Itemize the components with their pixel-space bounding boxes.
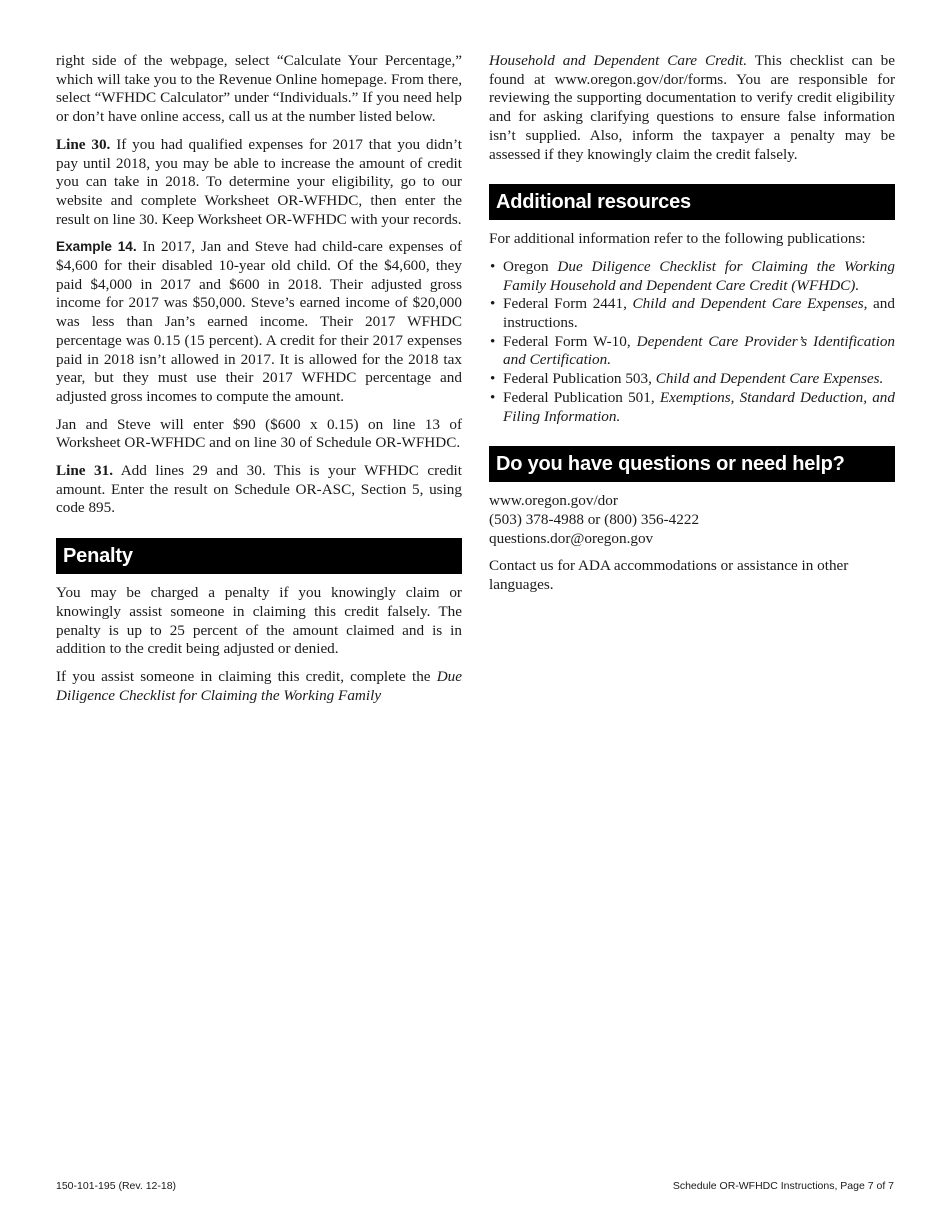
bullet-icon: • xyxy=(490,257,496,275)
resource-plain: Federal Publication 501, xyxy=(503,388,660,406)
questions-help-heading: Do you have questions or need help? xyxy=(489,446,895,482)
resource-plain: Federal Form 2441, xyxy=(503,295,633,313)
resource-title: Child and Dependent Care Expenses. xyxy=(655,370,884,388)
resource-plain: Federal Publication 503, xyxy=(503,370,656,388)
line-31-text: Add lines 29 and 30. This is your WFHDC credit amount. Enter the result on Schedule OR-ASC, Section 5, using code 895. xyxy=(56,462,462,517)
paragraph-jan-steve: Jan and Steve will enter $90 ($600 x 0.15) on line 13 of Worksheet OR-WFHDC and on line 30 of Schedule OR-WFHDC. xyxy=(56,415,462,452)
example-14-text: In 2017, Jan and Steve had child-care expenses of $4,600 for their disabled 10-year old child. Of the $4,600, they paid $4,000 in 2017 and $600 in 2018. Their adjusted gross income for 2017 was $50,000. Steve’s earned income of $20,000 was less than Jan’s earned income. Their 2017 WFHDC percentage was 0.15 (15 percent). A credit for their 2017 expenses paid in 2018 isn’t allowed in 2017. It is allowed for the 2018 tax year, but they must use their 2017 WFHDC percentage and adjusted gross incomes to compute the amount. xyxy=(56,238,462,405)
website-link[interactable]: www.oregon.gov/dor xyxy=(489,492,618,510)
example-14-label: Example 14. xyxy=(56,239,137,255)
resource-after: and instructions. xyxy=(503,295,895,332)
due-diligence-title: Due Diligence Checklist for Claiming the Working Family xyxy=(56,667,462,704)
resource-plain: Federal Form W-10, xyxy=(503,332,637,350)
penalty-heading: Penalty xyxy=(56,538,462,574)
bullet-icon: • xyxy=(490,295,496,313)
resource-title: Exemptions, Standard Deduction, and Filing Information. xyxy=(503,388,895,425)
additional-resources-heading: Additional resources xyxy=(489,184,895,220)
list-item xyxy=(489,389,895,426)
checklist-title-continued: Household and Dependent Care Credit. xyxy=(489,52,748,69)
email-link[interactable]: questions.dor@oregon.gov xyxy=(489,529,654,547)
paragraph-example-14 xyxy=(56,238,462,406)
left-column xyxy=(56,52,462,714)
resource-title: Child and Dependent Care Expenses, xyxy=(632,295,868,313)
paragraph-penalty: You may be charged a penalty if you knowingly claim or knowingly assist someone in claiming this credit falsely. The penalty is up to 25 percent of the amount claimed and is in addition to the credit being adjusted or denied. xyxy=(56,584,462,658)
page-label: Schedule OR-WFHDC Instructions, Page 7 of 7 xyxy=(672,1180,894,1192)
bullet-icon: • xyxy=(490,370,496,388)
list-item xyxy=(489,370,895,389)
resources-intro: For additional information refer to the following publications: xyxy=(489,230,866,248)
list-item xyxy=(489,258,895,295)
phone-numbers: (503) 378-4988 or (800) 356-4222 xyxy=(489,510,700,528)
resources-list xyxy=(489,258,895,426)
right-column xyxy=(489,52,895,604)
bullet-icon: • xyxy=(490,332,496,350)
checklist-text: This checklist can be found at www.oregon.gov/dor/forms. You are responsible for reviewing the supporting documentation to verify credit eligibility and for asking clarifying questions to ensure false information isn’t supplied. Also, inform the taxpayer a penalty may be assessed if they knowingly claim the credit falsely. xyxy=(489,52,895,163)
paragraph-line-31 xyxy=(56,462,462,518)
paragraph-due-diligence xyxy=(56,668,462,705)
paragraph-calculator: right side of the webpage, select “Calculate Your Percentage,” which will take you to the Revenue Online homepage. From there, select “WFHDC Calculator” under “Individuals.” If you need help or don’t have online access, call us at the number listed below. xyxy=(56,52,462,126)
line-30-text: If you had qualified expenses for 2017 that you didn’t pay until 2018, you may be able to increase the amount of credit you can take in 2018. To determine your eligibility, go to our website and complete Worksheet OR-WFHDC, then enter the result on line 30. Keep Worksheet OR-WFHDC with your records. xyxy=(56,135,462,228)
list-item xyxy=(489,295,895,332)
contact-block xyxy=(489,492,895,548)
resource-title: Dependent Care Provider’s Identification and Certification. xyxy=(503,332,896,369)
paragraph-checklist-continued xyxy=(489,52,895,164)
list-item xyxy=(489,333,895,370)
bullet-icon: • xyxy=(490,388,496,406)
line-30-label: Line 30. xyxy=(56,135,111,153)
due-diligence-text: If you assist someone in claiming this credit, complete the xyxy=(56,667,437,685)
line-31-label: Line 31. xyxy=(56,462,114,480)
paragraph-line-30 xyxy=(56,136,462,230)
form-number: 150-101-195 (Rev. 12-18) xyxy=(56,1180,177,1192)
resource-title: Due Diligence Checklist for Claiming the Working Family Household and Dependent Care Credit (WFHDC). xyxy=(503,257,895,294)
resource-plain: Oregon xyxy=(503,257,558,275)
ada-paragraph: Contact us for ADA accommodations or assistance in other languages. xyxy=(489,557,849,594)
